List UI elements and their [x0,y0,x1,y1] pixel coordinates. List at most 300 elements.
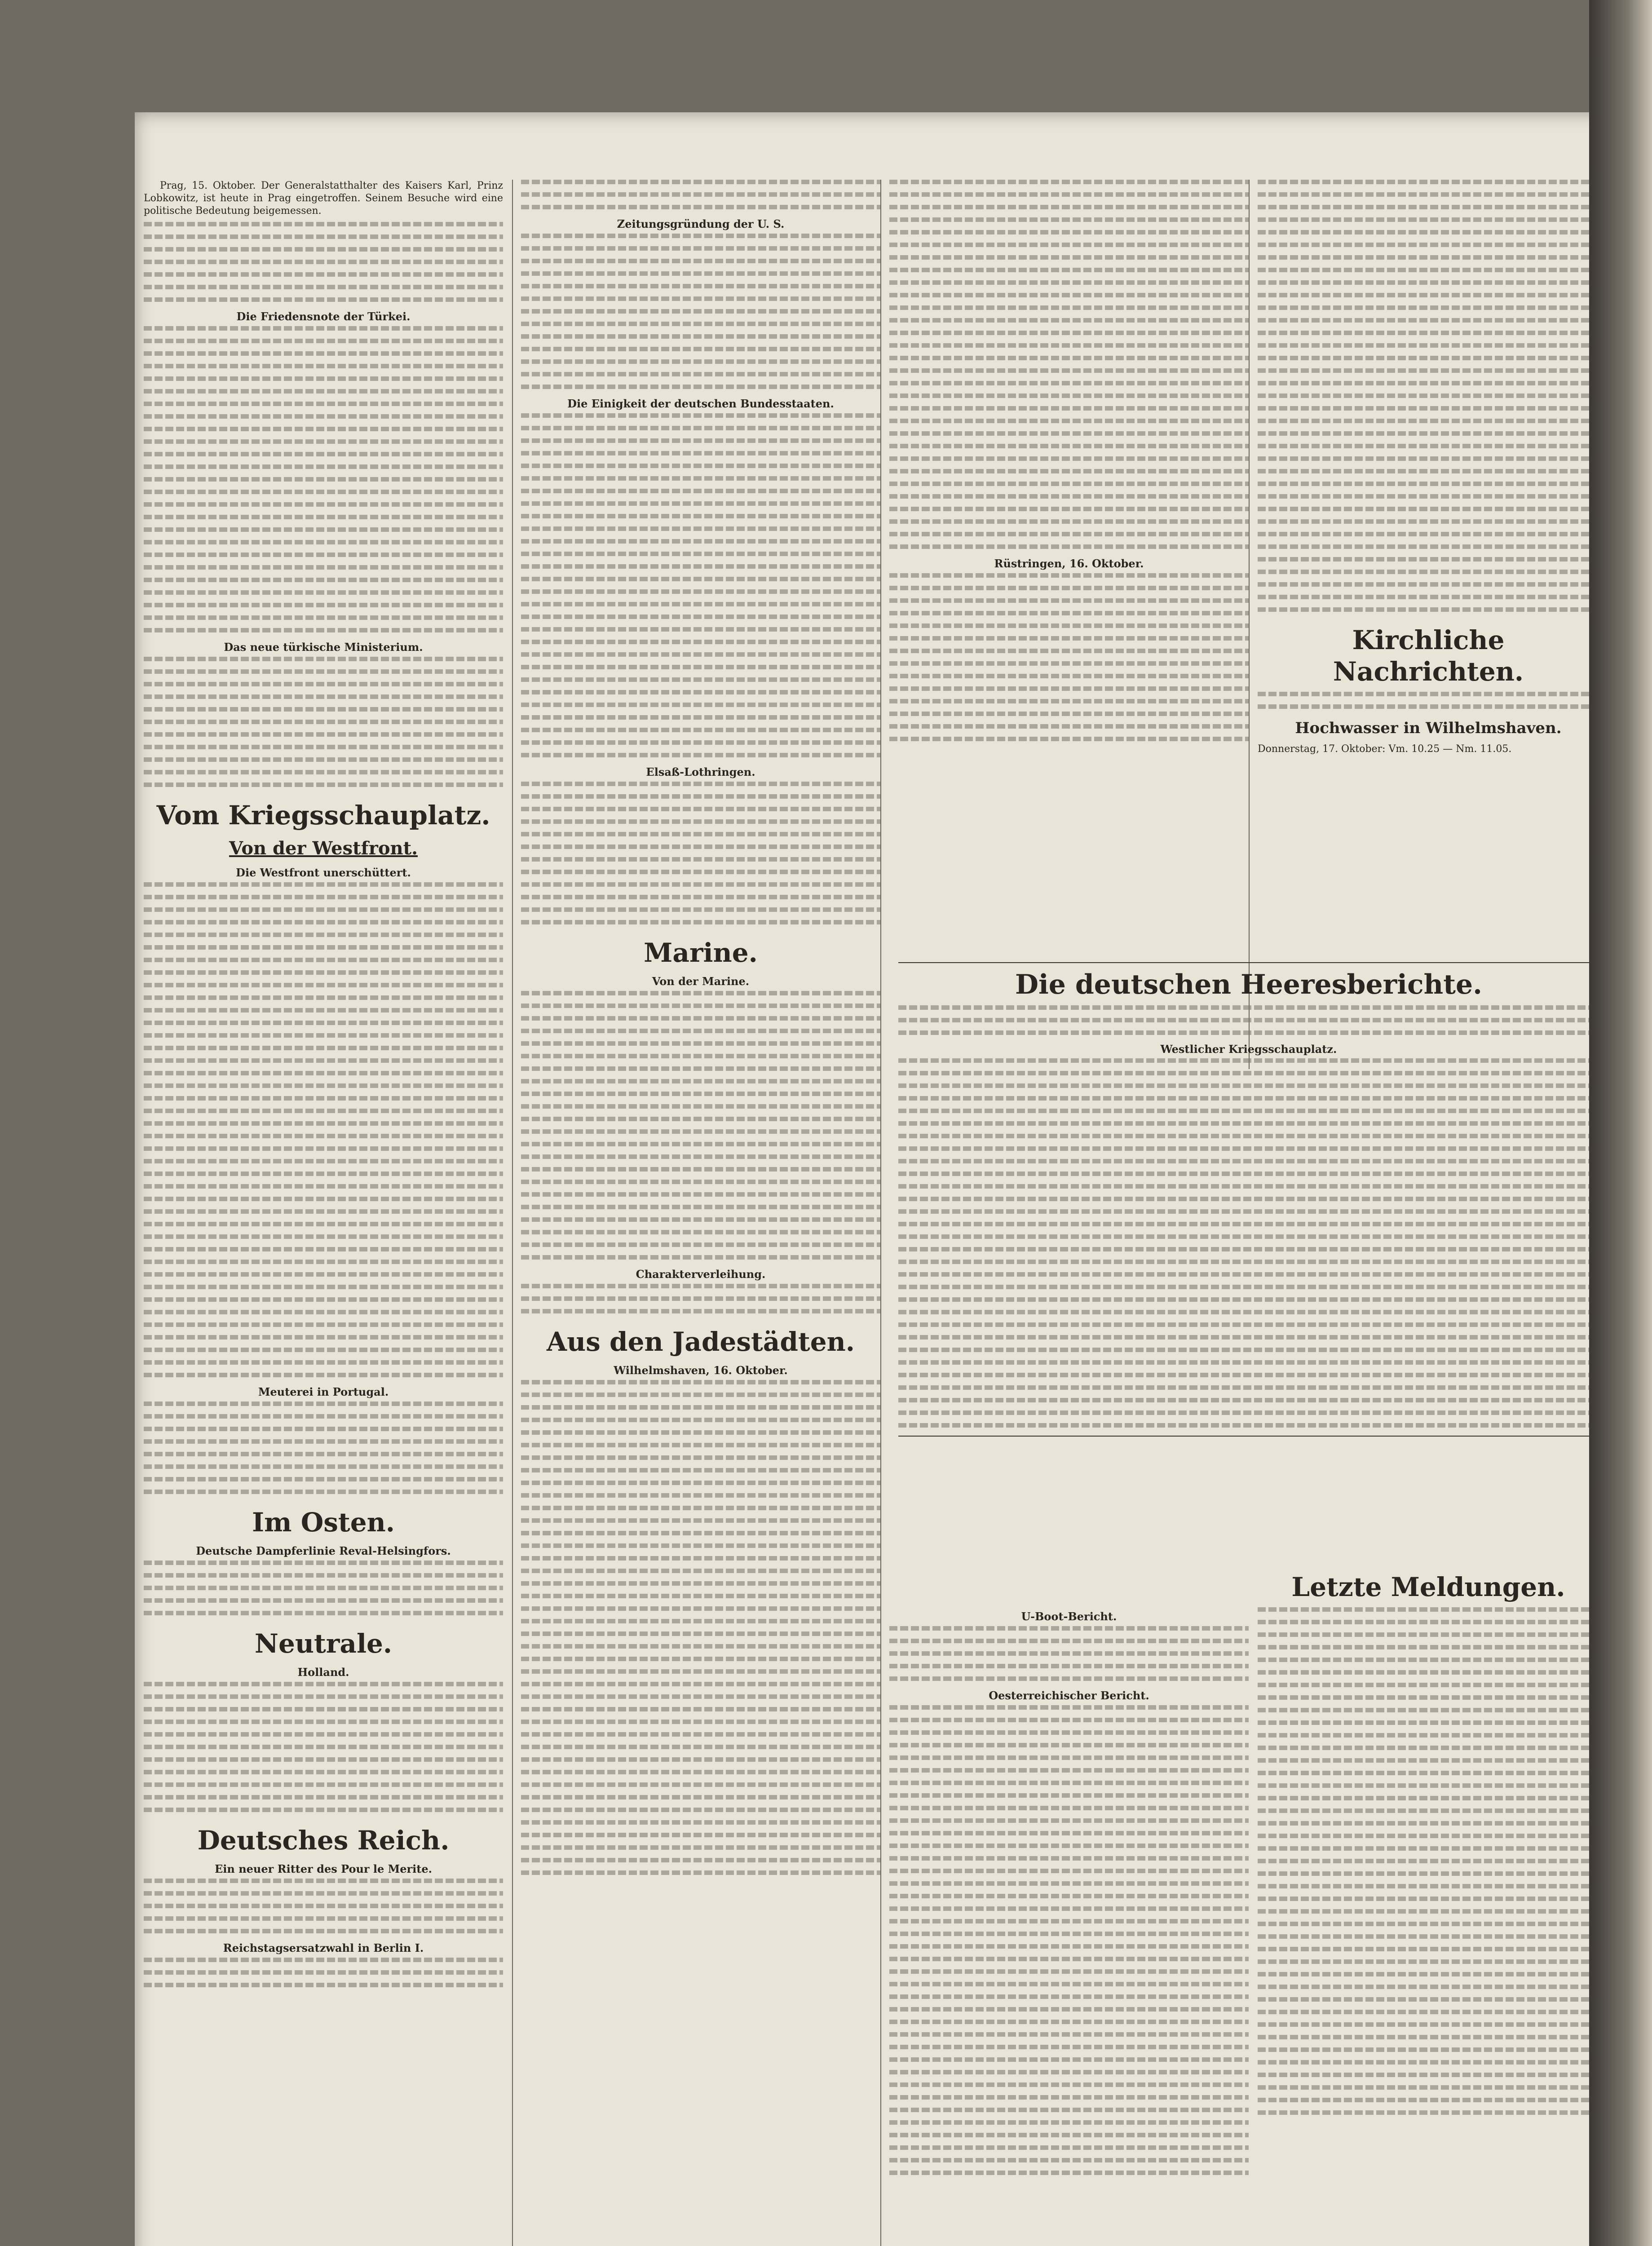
text-line [889,368,1249,373]
text-line [1258,1796,1599,1800]
text-line [144,402,503,406]
text-line [521,180,880,184]
text-line [898,1058,1599,1063]
text-line [144,1757,503,1762]
text-line [144,995,503,1000]
text-line [889,1969,1249,1974]
text-line [889,192,1249,197]
text-line [889,469,1249,473]
text-line [144,1046,503,1050]
text-line [144,553,503,557]
text-line [889,305,1249,310]
text-line [144,1983,503,1987]
text-line [1258,1607,1599,1612]
text-line [1258,570,1599,574]
text-line [144,1414,503,1419]
text-line [521,192,880,197]
text-line [144,1958,503,1962]
text-line [144,1904,503,1908]
text-line [521,552,880,556]
text-line [144,682,503,686]
text-line [889,1705,1249,1710]
text-line [144,1310,503,1314]
text-line [144,234,503,239]
text-line [521,602,880,606]
text-line [898,1373,1599,1377]
text-line [1258,406,1599,411]
text-line [1258,507,1599,511]
text-line [889,1639,1249,1643]
text-line [889,712,1249,716]
text-line [144,1197,503,1201]
article-heading: Die Friedensnote der Türkei. [236,310,411,323]
section-heading: Aus den Jadestädten. [547,1326,855,1357]
text-line [144,920,503,924]
text-line [144,590,503,595]
text-line [144,427,503,431]
text-line [1258,1683,1599,1687]
text-line [144,1770,503,1774]
article-heading: Die Westfront unerschüttert. [236,866,411,879]
text-line [521,1117,880,1121]
text-line [144,1782,503,1787]
text-line [521,1016,880,1021]
text-line [521,870,880,874]
text-line [144,502,503,507]
text-line [144,1159,503,1163]
text-line [889,1818,1249,1823]
text-line [521,1619,880,1623]
text-line [521,514,880,518]
text-line [521,1129,880,1134]
text-line [521,1167,880,1172]
section-heading: Kirchliche Nachrichten. [1333,625,1524,687]
article-heading: Meuterei in Portugal. [258,1385,389,1398]
text-line [144,1694,503,1699]
article-heading: Holland. [297,1666,349,1679]
text-line [521,1745,880,1749]
text-line [144,1879,503,1883]
text-line [521,1192,880,1197]
text-line [144,452,503,456]
text-line [1258,582,1599,587]
article-heading: Reichstagsersatzwahl in Berlin I. [223,1941,424,1954]
text-line [889,456,1249,461]
text-line [889,482,1249,486]
text-line [1258,431,1599,436]
text-line [898,1121,1599,1126]
text-line [889,1755,1249,1760]
text-line [521,1543,880,1548]
text-line [521,1468,880,1472]
text-line [1258,393,1599,398]
text-line [898,1335,1599,1340]
text-line [521,1405,880,1410]
text-line [144,1891,503,1896]
page-edge [1589,0,1652,2246]
text-line [521,296,880,301]
text-line [1258,1758,1599,1763]
column-4 [1258,180,1599,760]
text-line [521,359,880,364]
text-line [144,1707,503,1711]
text-line [521,782,880,786]
text-line [1258,268,1599,272]
text-line [144,1427,503,1431]
text-line [1258,1746,1599,1750]
column-divider [1249,180,1250,1069]
text-line [1258,1808,1599,1813]
text-line [889,2082,1249,2087]
text-line [898,1159,1599,1163]
text-line [521,1242,880,1247]
text-line [144,1109,503,1113]
text-line [521,1682,880,1686]
text-line [889,318,1249,323]
text-line [521,1004,880,1008]
text-line [144,339,503,343]
text-line [521,1518,880,1523]
text-line [889,1844,1249,1848]
text-line [521,426,880,430]
text-line [1258,1733,1599,1738]
text-line [1258,1708,1599,1712]
section-heading: Deutsches Reich. [197,1825,450,1856]
text-line [898,1071,1599,1075]
text-line [521,1858,880,1862]
text-line [521,1707,880,1711]
text-line [898,1410,1599,1415]
text-line [521,1594,880,1598]
text-line [1258,217,1599,222]
text-line [898,1109,1599,1113]
text-line [521,1493,880,1498]
text-line [144,247,503,252]
text-line [144,1021,503,1025]
subsection-heading: Von der Westfront. [229,838,418,859]
text-line [521,1430,880,1435]
text-line [144,1611,503,1615]
text-line [521,577,880,581]
text-line [1258,243,1599,247]
text-line [1258,230,1599,234]
text-line [889,623,1249,628]
text-line [144,515,503,519]
column-3-lower [889,1604,1249,2183]
text-line [521,1569,880,1573]
text-line [521,1770,880,1774]
text-line [144,1970,503,1975]
article-heading: Von der Marine. [652,975,750,988]
text-line [521,1732,880,1737]
text-line [521,882,880,887]
text-line [889,217,1249,222]
text-line [521,438,880,443]
text-line [1258,1859,1599,1863]
text-line [521,413,880,418]
text-line [1258,255,1599,260]
text-line [898,1398,1599,1402]
text-line [521,1393,880,1397]
column-divider [880,180,881,2246]
text-line [889,419,1249,423]
text-line [889,1831,1249,1835]
text-line [144,694,503,699]
text-line [144,297,503,302]
text-line [144,439,503,444]
text-line [889,2158,1249,2162]
text-line [898,1030,1599,1035]
text-line [889,1944,1249,1949]
text-line [144,1134,503,1138]
text-line [144,1598,503,1603]
text-line [521,1296,880,1301]
text-line [898,1083,1599,1088]
text-line [889,2145,1249,2150]
column-divider [512,180,513,2246]
text-line [1258,318,1599,323]
text-line [898,1096,1599,1101]
article-heading: U-Boot-Bericht. [1021,1610,1117,1623]
text-line [521,451,880,455]
text-line [521,1309,880,1313]
text-line [521,895,880,899]
text-line [889,393,1249,398]
text-line [521,740,880,745]
text-line [889,737,1249,741]
text-line [521,271,880,276]
text-line [1258,2060,1599,2065]
text-line [521,1845,880,1850]
text-line [521,1481,880,1485]
text-line [889,636,1249,641]
text-line [1258,469,1599,473]
text-line [144,1234,503,1239]
text-line [898,1184,1599,1189]
text-line [1258,2085,1599,2090]
text-line [144,540,503,544]
text-line [889,586,1249,590]
section-heading: Im Osten. [252,1507,395,1538]
text-line [889,444,1249,448]
text-line [521,1443,880,1447]
text-line [889,2171,1249,2175]
text-line [144,1184,503,1189]
text-line [144,1360,503,1365]
text-line [889,598,1249,603]
text-line [889,280,1249,285]
text-line [1258,2098,1599,2102]
text-line [898,1209,1599,1214]
section-heading: Marine. [644,937,758,968]
text-line [521,991,880,995]
text-line [521,1041,880,1046]
text-line [889,2095,1249,2100]
text-line [889,649,1249,653]
text-line [521,385,880,389]
tide-times: Donnerstag, 17. Oktober: Vm. 10.25 — Nm. 11.05. [1258,743,1512,755]
text-line [1258,544,1599,549]
text-line [1258,1632,1599,1637]
text-line [889,255,1249,260]
text-line [144,1096,503,1101]
text-line [144,326,503,331]
text-line [144,364,503,368]
text-line [144,669,503,674]
article-heading: Das neue türkische Ministerium. [224,641,423,654]
text-line [889,2070,1249,2074]
text-line [144,1929,503,1933]
text-line [1258,1846,1599,1851]
text-line [521,640,880,644]
text-line [1258,595,1599,599]
text-line [889,293,1249,297]
text-line [1258,2110,1599,2115]
text-line [521,322,880,326]
text-line [144,1348,503,1352]
text-line [1258,1670,1599,1675]
text-line [889,2057,1249,2062]
text-line [144,757,503,762]
text-line [144,1745,503,1749]
text-line [1258,381,1599,385]
text-line [1258,494,1599,499]
text-line [1258,293,1599,297]
text-line [144,895,503,899]
text-line [889,519,1249,524]
text-line [521,464,880,468]
text-line [1258,1934,1599,1939]
text-line [521,1092,880,1096]
text-line [1258,419,1599,423]
text-line [144,745,503,749]
text-line [144,1373,503,1377]
text-line [889,1894,1249,1898]
text-line [889,1730,1249,1735]
text-line [889,661,1249,666]
text-line [889,699,1249,703]
text-line [889,1932,1249,1936]
text-line [898,1197,1599,1201]
text-line [144,1272,503,1277]
text-line [144,1172,503,1176]
text-line [1258,2073,1599,2077]
text-line [898,1360,1599,1365]
text-line [144,464,503,469]
text-line [521,1418,880,1422]
text-line [889,230,1249,234]
text-line [144,490,503,494]
text-line [521,1833,880,1837]
text-line [144,1058,503,1063]
text-line [144,1720,503,1724]
text-line [889,573,1249,578]
article-heading: Elsaß-Lothringen. [646,765,755,778]
article-heading: Die Einigkeit der deutschen Bundesstaaten. [567,397,834,410]
text-line [521,1720,880,1724]
text-line [144,1477,503,1481]
article-heading: Oesterreichischer Bericht. [989,1689,1149,1702]
text-line [898,1222,1599,1226]
text-line [889,494,1249,499]
text-line [1258,180,1599,184]
text-line [889,180,1249,184]
text-line [144,1071,503,1075]
text-line [889,724,1249,729]
text-line [889,2045,1249,2049]
text-line [889,2020,1249,2024]
text-line [1258,205,1599,209]
text-line [521,1820,880,1825]
section-heading: Neutrale. [254,1628,393,1659]
text-line [898,1272,1599,1277]
text-line [144,1586,503,1590]
text-line [1258,1620,1599,1624]
text-line [521,1782,880,1787]
text-line [889,1664,1249,1668]
text-line [1258,1695,1599,1700]
text-line [521,907,880,912]
text-line [521,1217,880,1222]
text-line [144,351,503,356]
text-line [144,527,503,532]
text-line [144,970,503,975]
article-text: Prag, 15. Oktober. Der Generalstatthalter des Kaisers Karl, Prinz Lobkowitz, ist heute in Prag eingetroffen. Seinem Besuche wird eine politische Bedeutung beigemessen. [144,180,503,217]
text-line [889,532,1249,536]
text-line [521,1029,880,1033]
text-line [144,1732,503,1737]
text-line [889,1806,1249,1810]
text-line [889,611,1249,615]
text-line [521,690,880,694]
text-line [1258,1658,1599,1662]
text-line [889,1856,1249,1861]
text-line [1258,343,1599,348]
text-line [1258,356,1599,360]
newspaper-page [135,112,1608,2246]
text-line [521,476,880,481]
text-line [144,907,503,912]
text-line [521,246,880,251]
text-line [1258,1821,1599,1826]
text-line [1258,482,1599,486]
text-line [889,431,1249,436]
text-line [521,234,880,238]
text-line [144,1083,503,1088]
text-line [521,1284,880,1288]
text-line [889,1957,1249,1961]
text-line [144,1247,503,1251]
text-line [144,1335,503,1340]
text-line [1258,2022,1599,2027]
text-line [889,331,1249,335]
text-line [889,1676,1249,1681]
text-line [144,983,503,987]
text-line [144,1033,503,1038]
text-line [144,1008,503,1012]
text-line [521,589,880,594]
text-line [144,882,503,887]
text-line [1258,1834,1599,1838]
text-line [144,578,503,582]
text-line [1258,607,1599,612]
text-line [521,539,880,544]
text-line [521,1054,880,1058]
text-line [889,1651,1249,1656]
text-line [144,1146,503,1151]
text-line [889,1718,1249,1722]
text-line [144,260,503,264]
